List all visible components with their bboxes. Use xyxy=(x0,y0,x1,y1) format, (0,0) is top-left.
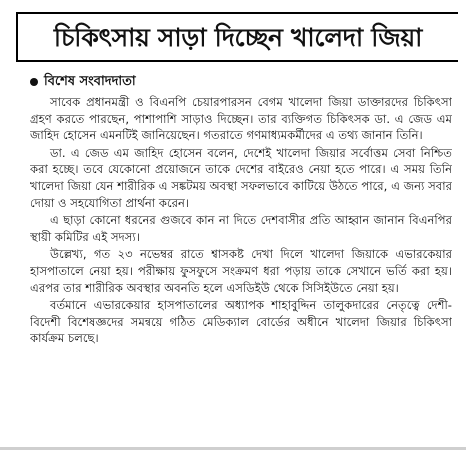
byline-text: বিশেষ সংবাদদাতা xyxy=(44,74,136,89)
paragraph-2: ডা. এ জেড এম জাহিদ হোসেন বলেন, দেশেই খালেদা জিয়ার সর্বোত্তম সেবা নিশ্চিত করা হচ্ছে। তবে যেকোনো প্রয়োজনে তাকে দেশের বাইরেও নেয়া হতে পারে। এ সময় তিনি খালেদা জিয়া যেন শারীরিক এ সঙ্কটময় অবস্থা সফলভাবে কাটিয়ে উঠতে পারে, এ জন্য সবার দোয়া ও সহযোগিতা প্রার্থনা করেন। xyxy=(30,145,452,210)
bullet-icon xyxy=(30,78,38,86)
paragraph-5: বর্তমানে এভারকেয়ার হাসপাতালের অধ্যাপক শাহাবুদ্দিন তালুকদারের নেতৃত্বে দেশী-বিদেশী বিশেষজ্ঞদের সমন্বয়ে গঠিত মেডিক্যাল বোর্ডের অধীনে খালেদা জিয়ার চিকিৎসা কার্যক্রম চলছে। xyxy=(30,298,452,346)
paragraph-1: সাবেক প্রধানমন্ত্রী ও বিএনপি চেয়ারপারসন বেগম খালেদা জিয়া ডাক্তারদের চিকিৎসা গ্রহণ করতে পারছেন, পাশাপাশি সাড়াও দিচ্ছেন। তার ব্যক্তিগত চিকিৎসক ডা. এ জেড এম জাহিদ হোসেন এমনটিই জানিয়েছেন। গতরাতে গণমাধ্যমকর্মীদের এ তথ্য জানান তিনি। xyxy=(30,95,452,143)
newspaper-clipping xyxy=(8,8,458,440)
article-body xyxy=(30,94,452,439)
headline-box xyxy=(16,12,458,62)
paragraph-3: এ ছাড়া কোনো ধরনের গুজবে কান না দিতে দেশবাসীর প্রতি আহ্বান জানান বিএনপির স্থায়ী কমিটির এই সদস্য। xyxy=(30,213,452,244)
byline xyxy=(30,75,136,88)
bottom-rule xyxy=(0,447,466,450)
headline: চিকিৎসায় সাড়া দিচ্ছেন খালেদা জিয়া xyxy=(53,22,423,52)
paragraph-4: উল্লেখ্য, গত ২৩ নভেম্বর রাতে শ্বাসকষ্ট দেখা দিলে খালেদা জিয়াকে এভারকেয়ার হাসপাতালে নেয়া হয়। পরীক্ষায় ফুসফুসে সংক্রমণ ধরা পড়ায় তাকে সেখানে ভর্তি করা হয়। এরপর তার শারীরিক অবস্থার অবনতি হলে এসডিইউ থেকে সিসিইউতে নেয়া হয়। xyxy=(30,247,452,295)
